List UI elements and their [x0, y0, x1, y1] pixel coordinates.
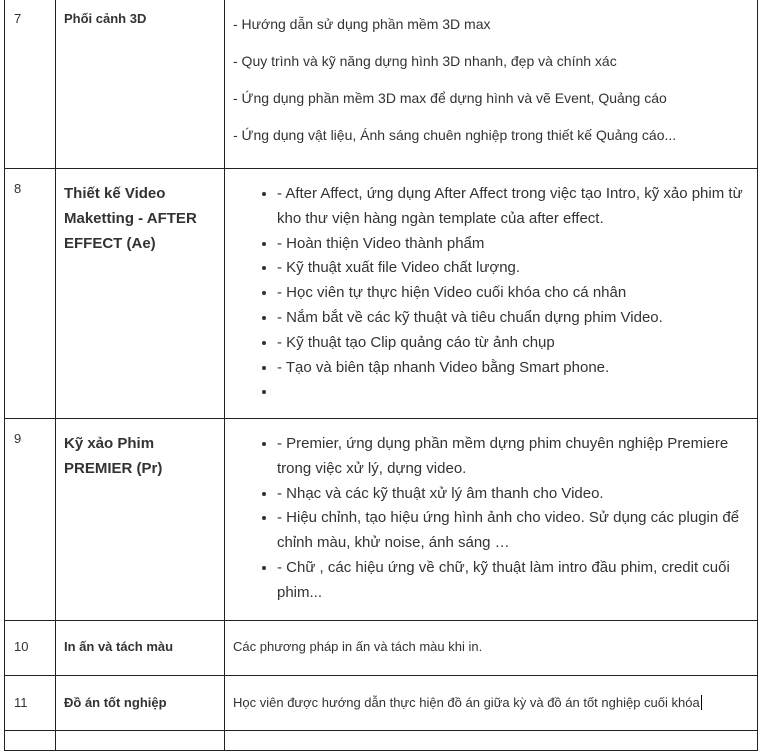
list-item: • - Nhạc và các kỹ thuật xử lý âm thanh cho Video.: [277, 482, 747, 507]
list-item: • - Premier, ứng dụng phần mềm dựng phim chuyên nghiệp Premiere trong việc xử lý, dựng video.: [277, 432, 747, 482]
course-description: Học viên được hướng dẫn thực hiện đồ án giữa kỳ và đồ án tốt nghiệp cuối khóa: [233, 695, 700, 710]
course-title: Phối cảnh 3D: [64, 11, 147, 26]
text-cursor: [701, 695, 702, 710]
table-row: [5, 621, 758, 676]
content-bullet-list: [225, 419, 757, 606]
list-item: • - Nắm bắt về các kỹ thuật và tiêu chuẩn dựng phim Video.: [277, 306, 747, 331]
content-list: [225, 0, 757, 154]
course-content-cell: [225, 419, 758, 621]
course-title-cell: [56, 169, 225, 419]
row-number: 8: [14, 181, 22, 196]
course-title-cell: [56, 0, 225, 169]
row-number: 10: [14, 639, 29, 654]
course-title-cell: [56, 676, 225, 731]
table-row: [5, 169, 758, 419]
row-number: 9: [14, 431, 22, 446]
row-number-cell: [5, 419, 56, 621]
course-content-cell: [225, 621, 758, 676]
row-number: 7: [14, 11, 22, 26]
empty-cell: [56, 731, 225, 751]
course-title-cell: [56, 621, 225, 676]
list-item: • - Kỹ thuật xuất file Video chất lượng.: [277, 256, 747, 281]
table-row: [5, 731, 758, 751]
course-title: Thiết kế Video Maketting - AFTER EFFECT (Ae): [64, 185, 197, 252]
course-content-cell[interactable]: [225, 676, 758, 731]
row-number-cell: [5, 169, 56, 419]
table-row: [5, 676, 758, 731]
curriculum-table: [4, 0, 758, 751]
list-item: • - Hoàn thiện Video thành phẩm: [277, 232, 747, 257]
content-item: - Hướng dẫn sử dụng phần mềm 3D max: [233, 16, 491, 32]
row-number-cell: [5, 676, 56, 731]
course-description-wrap: [225, 676, 757, 710]
content-item: - Ứng dụng phần mềm 3D max để dựng hình và vẽ Event, Quảng cáo: [233, 90, 667, 106]
content-item: - Quy trình và kỹ năng dựng hình 3D nhanh, đẹp và chính xác: [233, 53, 617, 69]
list-item: • - Tạo và biên tập nhanh Video bằng Smart phone.: [277, 356, 747, 381]
list-item: • - Học viên tự thực hiện Video cuối khóa cho cá nhân: [277, 281, 747, 306]
row-number-cell: [5, 0, 56, 169]
empty-cell: [225, 731, 758, 751]
content-bullet-list: [225, 169, 757, 405]
row-number-cell: [5, 621, 56, 676]
table-row: [5, 419, 758, 621]
empty-cell: [5, 731, 56, 751]
course-title: Kỹ xảo Phim PREMIER (Pr): [64, 435, 163, 477]
list-item: • - Chữ , các hiệu ứng về chữ, kỹ thuật làm intro đầu phim, credit cuối phim...: [277, 556, 747, 606]
course-title: Đồ án tốt nghiệp: [64, 695, 167, 710]
list-item: • - Kỹ thuật tạo Clip quảng cáo từ ảnh chụp: [277, 331, 747, 356]
table-row: [5, 0, 758, 169]
list-item-empty: [277, 380, 747, 405]
course-description: Các phương pháp in ấn và tách màu khi in.: [233, 639, 483, 654]
list-item: • - Hiệu chỉnh, tạo hiệu ứng hình ảnh cho video. Sử dụng các plugin để chỉnh màu, khử noise, ánh sáng …: [277, 506, 747, 556]
course-content-cell: [225, 169, 758, 419]
course-content-cell: [225, 0, 758, 169]
course-title: In ấn và tách màu: [64, 639, 174, 654]
row-number: 11: [14, 695, 28, 710]
list-item: • - After Affect, ứng dụng After Affect trong việc tạo Intro, kỹ xảo phim từ kho thư viện hàng ngàn template của after effect.: [277, 182, 747, 232]
content-item: - Ứng dụng vật liệu, Ánh sáng chuên nghiệp trong thiết kế Quảng cáo...: [233, 127, 677, 143]
course-title-cell: [56, 419, 225, 621]
